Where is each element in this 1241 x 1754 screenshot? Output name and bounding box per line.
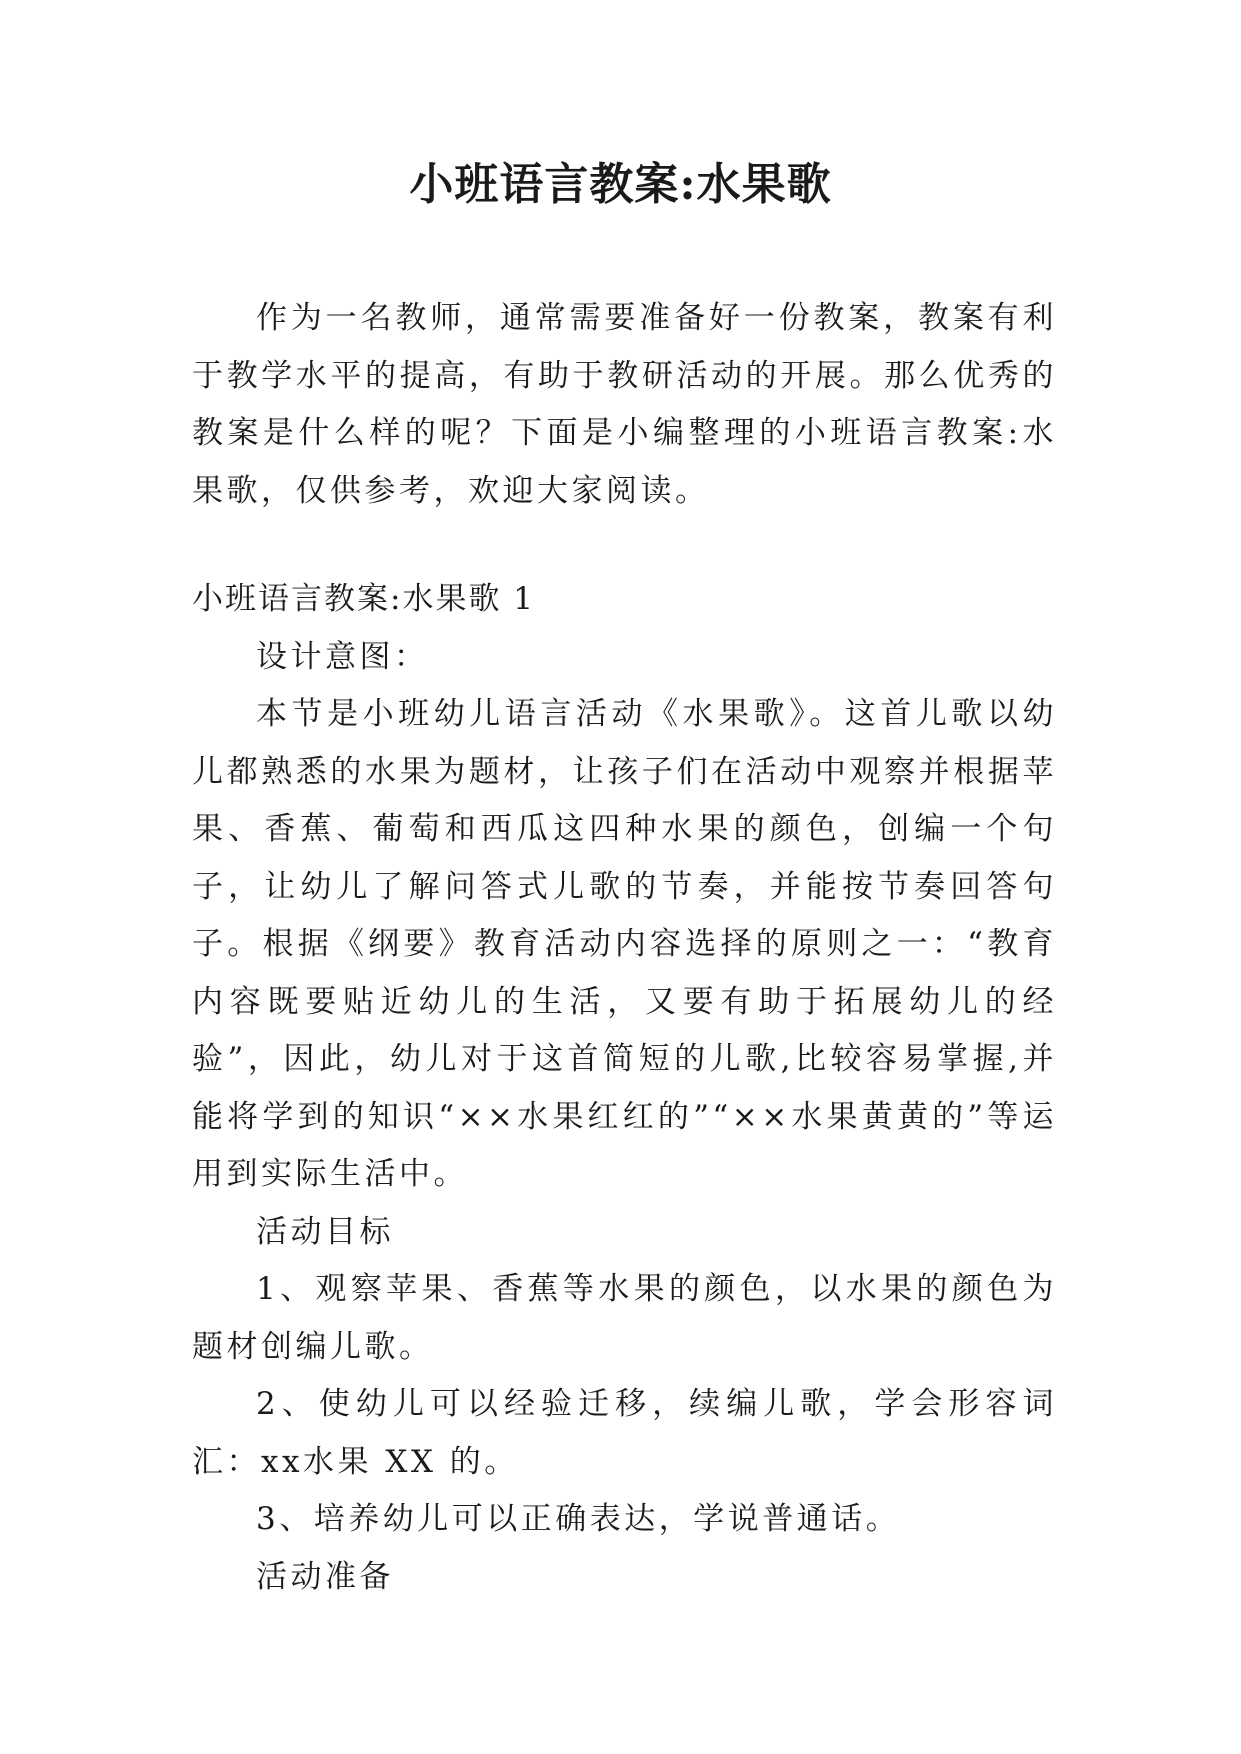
document-title: 小班语言教案:水果歌 bbox=[409, 159, 832, 210]
intro-paragraph: 作为一名教师，通常需要准备好一份教案，教案有利于教学水平的提高，有助于教研活动的开展。那么优秀的教案是什么样的呢？下面是小编整理的小班语言教案:水果歌，仅供参考，欢迎大家阅读。 bbox=[192, 300, 1057, 509]
design-intent-label: 设计意图： bbox=[256, 638, 429, 675]
section-spacer bbox=[192, 520, 1057, 571]
goal-item-2: 2、使幼儿可以经验迁移，续编儿歌，学会形容词汇：xx水果 XX 的。 bbox=[192, 1386, 1057, 1480]
document-body bbox=[192, 290, 1057, 1606]
goal-item-1: 1、观察苹果、香蕉等水果的颜色，以水果的颜色为题材创编儿歌。 bbox=[192, 1271, 1057, 1365]
preparation-label: 活动准备 bbox=[256, 1558, 394, 1595]
goals-label: 活动目标 bbox=[256, 1213, 394, 1250]
section-heading: 小班语言教案:水果歌 1 bbox=[192, 581, 536, 617]
design-intent-paragraph: 本节是小班幼儿语言活动《水果歌》。这首儿歌以幼儿都熟悉的水果为题材，让孩子们在活动中观察并根据苹果、香蕉、葡萄和西瓜这四种水果的颜色，创编一个句子，让幼儿了解问答式儿歌的节奏，并能按节奏回答句子。根据《纲要》教育活动内容选择的原则之一：“教育内容既要贴近幼儿的生活，又要有助于拓展幼儿的经验”，因此，幼儿对于这首简短的儿歌,比较容易掌握,并能将学到的知识“××水果红红的”“××水果黄黄的”等运用到实际生活中。 bbox=[192, 696, 1057, 1192]
goal-item-3: 3、培养幼儿可以正确表达，学说普通话。 bbox=[256, 1501, 901, 1537]
